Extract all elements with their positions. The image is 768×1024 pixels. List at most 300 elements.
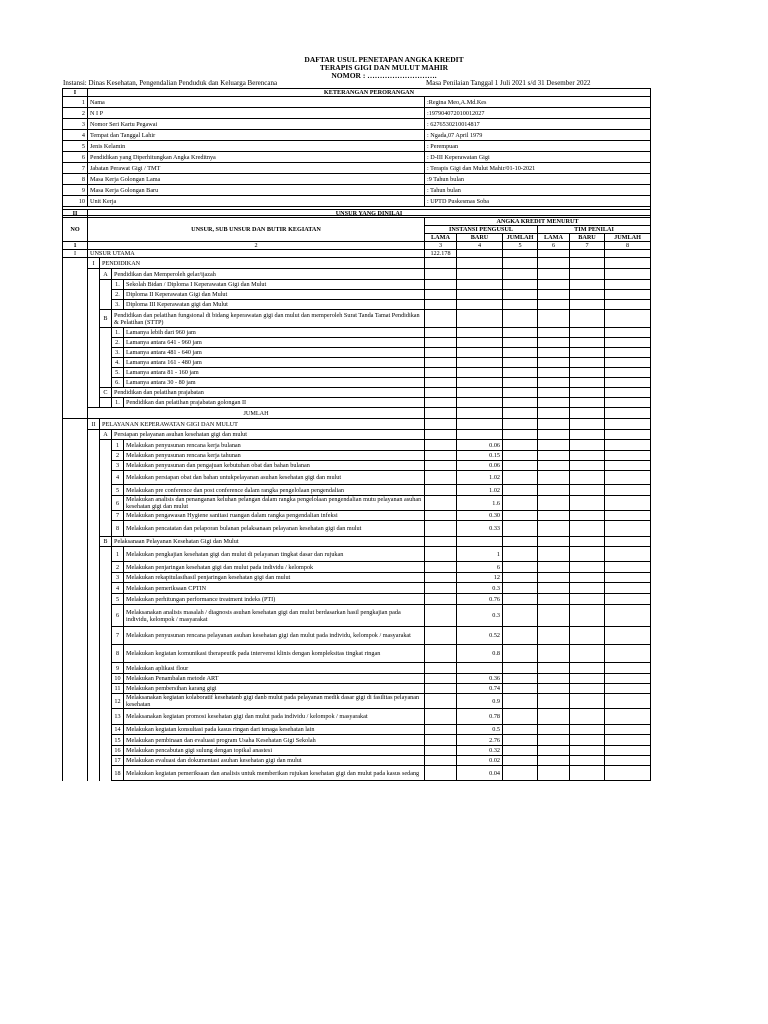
- empty-cell: [503, 562, 538, 573]
- column-number: 3: [425, 242, 457, 250]
- empty-cell: [88, 766, 100, 781]
- empty-cell: [457, 328, 503, 338]
- empty-cell: [100, 511, 112, 521]
- empty-cell: [425, 583, 457, 594]
- pelayanan-label: PELAYANAN KEPERAWATAN GIGI DAN MULUT: [100, 419, 425, 430]
- activity-value: 0.9: [457, 694, 503, 709]
- empty-cell: [425, 461, 457, 471]
- section-title: UNSUR YANG DINILAI: [88, 210, 651, 218]
- activity-value: 0.76: [457, 594, 503, 605]
- empty-cell: [100, 521, 112, 537]
- empty-cell: [503, 280, 538, 290]
- empty-cell: [570, 746, 605, 756]
- empty-cell: [605, 735, 651, 746]
- activity-row: [63, 440, 651, 451]
- empty-cell: [570, 511, 605, 521]
- empty-cell: [605, 645, 651, 663]
- column-number: 7: [570, 242, 605, 250]
- empty-cell: [538, 573, 570, 583]
- empty-cell: [63, 408, 88, 419]
- empty-cell: [570, 461, 605, 471]
- empty-cell: [538, 605, 570, 627]
- empty-cell: [100, 290, 112, 300]
- empty-cell: [570, 430, 605, 440]
- activity-text: Melakukan pemeriksaan CPTIN: [124, 583, 425, 594]
- empty-cell: [425, 547, 457, 562]
- empty-cell: [457, 368, 503, 378]
- empty-cell: [570, 398, 605, 408]
- empty-cell: [538, 471, 570, 485]
- empty-cell: [570, 328, 605, 338]
- empty-cell: [538, 756, 570, 766]
- empty-cell: [88, 562, 100, 573]
- item-number: 6.: [112, 378, 124, 388]
- empty-cell: [88, 627, 100, 645]
- activity-number: 11: [112, 684, 124, 694]
- activity-value: 0.5: [457, 725, 503, 735]
- info-value: :197904072010012027: [425, 108, 651, 119]
- item-row: [63, 280, 651, 290]
- empty-cell: [425, 725, 457, 735]
- empty-cell: [503, 594, 538, 605]
- sub-label: Pendidikan dan pelatihan prajabatan: [112, 388, 425, 398]
- info-label: N I P: [88, 108, 425, 119]
- empty-cell: [538, 594, 570, 605]
- empty-cell: [570, 250, 605, 258]
- empty-cell: [538, 451, 570, 461]
- empty-cell: [503, 663, 538, 674]
- empty-cell: [570, 583, 605, 594]
- activity-text: Melakukan pre conference dan post conference dalam rangka pengelolaan pengendalian: [124, 485, 425, 496]
- item-number: 4.: [112, 358, 124, 368]
- activity-number: 3: [112, 461, 124, 471]
- info-number: 9: [63, 185, 88, 196]
- empty-cell: [570, 440, 605, 451]
- empty-cell: [100, 461, 112, 471]
- empty-cell: [570, 258, 605, 269]
- empty-cell: [457, 358, 503, 368]
- activity-text: Melakukan kegiatan pemeriksaan dan analisis untuk memberikan rujukan kesehatan gigi dan mulut pada kasus sedang: [124, 766, 425, 781]
- activity-text: Melakukan penyusunan rencana pelayanan asuhan kesehatan gigi dan mulut pada individu, kelompok / masyarakat: [124, 627, 425, 645]
- column-number: 6: [538, 242, 570, 250]
- empty-cell: [457, 430, 503, 440]
- empty-cell: [88, 511, 100, 521]
- empty-cell: [605, 471, 651, 485]
- section-header-row: [63, 210, 651, 218]
- activity-value: 1: [457, 547, 503, 562]
- info-row: [63, 152, 651, 163]
- empty-cell: [538, 310, 570, 328]
- empty-cell: [100, 440, 112, 451]
- empty-cell: [605, 766, 651, 781]
- empty-cell: [457, 419, 503, 430]
- activity-row: [63, 511, 651, 521]
- column-header-baru: BARU: [457, 234, 503, 242]
- empty-cell: [88, 378, 100, 388]
- empty-cell: [88, 583, 100, 594]
- empty-cell: [570, 310, 605, 328]
- activity-row: [63, 471, 651, 485]
- activity-number: 6: [112, 605, 124, 627]
- empty-cell: [605, 440, 651, 451]
- info-row: [63, 185, 651, 196]
- empty-cell: [503, 583, 538, 594]
- item-number: 3.: [112, 300, 124, 310]
- item-number: 5.: [112, 368, 124, 378]
- empty-cell: [538, 684, 570, 694]
- empty-cell: [538, 358, 570, 368]
- empty-cell: [425, 694, 457, 709]
- empty-cell: [100, 684, 112, 694]
- activity-value: 0.30: [457, 511, 503, 521]
- info-value: : Terapis Gigi dan Mulut Mahir/01-10-2021: [425, 163, 651, 174]
- activity-row: [63, 451, 651, 461]
- empty-cell: [63, 290, 88, 300]
- sub-unsur-row: [63, 310, 651, 328]
- empty-cell: [457, 408, 503, 419]
- empty-cell: [570, 471, 605, 485]
- empty-cell: [570, 594, 605, 605]
- sub-unsur-row: [63, 537, 651, 547]
- item-text: Lamanya antara 641 - 960 jam: [124, 338, 425, 348]
- activity-number: 5: [112, 594, 124, 605]
- empty-cell: [425, 605, 457, 627]
- empty-cell: [503, 511, 538, 521]
- empty-cell: [425, 398, 457, 408]
- empty-cell: [88, 594, 100, 605]
- empty-cell: [88, 440, 100, 451]
- activity-value: 0.74: [457, 684, 503, 694]
- activity-row: [63, 485, 651, 496]
- empty-cell: [63, 451, 88, 461]
- empty-cell: [570, 694, 605, 709]
- activity-text: Melakukan evaluasi dan dokumentasi asuhan kesehatan gigi dan mulut: [124, 756, 425, 766]
- empty-cell: [425, 594, 457, 605]
- info-row: [63, 130, 651, 141]
- sub-label: Persiapan pelayanan asuhan kesehatan gigi dan mulut: [112, 430, 425, 440]
- empty-cell: [570, 300, 605, 310]
- activity-text: Melakukan pengkajian kesehatan gigi dan mulut di pelayanan tingkat dasar dan rujukan: [124, 547, 425, 562]
- activity-row: [63, 674, 651, 684]
- empty-cell: [88, 663, 100, 674]
- empty-cell: [63, 388, 88, 398]
- empty-cell: [605, 269, 651, 280]
- masa-penilaian-label: Masa Penilaian Tanggal 1 Juli 2021 s/d 31 Desember 2022: [426, 79, 591, 87]
- empty-cell: [88, 694, 100, 709]
- column-number: 1: [63, 242, 88, 250]
- empty-cell: [503, 756, 538, 766]
- info-number: 4: [63, 130, 88, 141]
- empty-cell: [425, 368, 457, 378]
- empty-cell: [63, 496, 88, 511]
- column-header-lama: LAMA: [538, 234, 570, 242]
- empty-cell: [503, 547, 538, 562]
- activity-text: Melakukan persiapan obat dan bahan untukpelayanan asuhan kesehatan gigi dan mulut: [124, 471, 425, 485]
- empty-cell: [605, 310, 651, 328]
- item-row: [63, 398, 651, 408]
- empty-cell: [538, 338, 570, 348]
- empty-cell: [538, 378, 570, 388]
- activity-text: Melaksanakan analisis masalah / diagnosis asuhan kesehatan gigi dan mulut berdasarkan hasil pengkajian pada individu, kelompok / masyarakat: [124, 605, 425, 627]
- empty-cell: [570, 725, 605, 735]
- empty-cell: [425, 573, 457, 583]
- empty-cell: [605, 348, 651, 358]
- activity-value: 0.3: [457, 605, 503, 627]
- empty-cell: [538, 627, 570, 645]
- activity-value: 1.02: [457, 485, 503, 496]
- empty-cell: [63, 358, 88, 368]
- empty-cell: [425, 290, 457, 300]
- empty-cell: [88, 269, 100, 280]
- info-number: 7: [63, 163, 88, 174]
- empty-cell: [605, 537, 651, 547]
- empty-cell: [457, 258, 503, 269]
- empty-cell: [425, 388, 457, 398]
- empty-cell: [570, 645, 605, 663]
- column-number: 4: [457, 242, 503, 250]
- empty-cell: [605, 594, 651, 605]
- empty-cell: [570, 368, 605, 378]
- empty-cell: [538, 485, 570, 496]
- activity-text: Melakukan penyusunan dan pengajuan kebutuhan obat dan bahan bulanan: [124, 461, 425, 471]
- activity-number: 5: [112, 485, 124, 496]
- empty-cell: [63, 645, 88, 663]
- activity-text: Melakukan perhitungan performance treatment indeks (PTI): [124, 594, 425, 605]
- activity-row: [63, 496, 651, 511]
- empty-cell: [100, 547, 112, 562]
- document-number: NOMOR : ……………………….: [331, 71, 437, 80]
- column-header-row: [63, 218, 651, 226]
- pendidikan-row: [63, 258, 651, 269]
- empty-cell: [63, 310, 88, 328]
- info-number: 3: [63, 119, 88, 130]
- empty-cell: [63, 694, 88, 709]
- info-label: Jenis Kelamin: [88, 141, 425, 152]
- empty-cell: [503, 338, 538, 348]
- empty-cell: [538, 547, 570, 562]
- activity-row: [63, 746, 651, 756]
- empty-cell: [100, 358, 112, 368]
- empty-cell: [538, 419, 570, 430]
- empty-cell: [605, 290, 651, 300]
- empty-cell: [88, 368, 100, 378]
- item-number: 3.: [112, 348, 124, 358]
- jumlah-label: JUMLAH: [88, 408, 425, 419]
- activity-row: [63, 766, 651, 781]
- activity-value: 0.02: [457, 756, 503, 766]
- empty-cell: [457, 348, 503, 358]
- empty-cell: [63, 594, 88, 605]
- activity-text: Melakukan Penambalan metode ART: [124, 674, 425, 684]
- empty-cell: [425, 358, 457, 368]
- empty-cell: [503, 485, 538, 496]
- sub-letter: A: [100, 269, 112, 280]
- empty-cell: [88, 328, 100, 338]
- empty-cell: [503, 440, 538, 451]
- empty-cell: [88, 430, 100, 440]
- empty-cell: [538, 269, 570, 280]
- empty-cell: [605, 709, 651, 725]
- unsur-roman: I: [63, 250, 88, 258]
- column-header-baru: BARU: [570, 234, 605, 242]
- empty-cell: [538, 348, 570, 358]
- empty-cell: [425, 511, 457, 521]
- item-number: 1.: [112, 398, 124, 408]
- empty-cell: [88, 605, 100, 627]
- info-row: [63, 108, 651, 119]
- info-number: 5: [63, 141, 88, 152]
- item-row: [63, 300, 651, 310]
- empty-cell: [570, 627, 605, 645]
- info-number: 1: [63, 97, 88, 108]
- info-row: [63, 97, 651, 108]
- empty-cell: [425, 663, 457, 674]
- empty-cell: [605, 562, 651, 573]
- activity-row: [63, 583, 651, 594]
- empty-cell: [503, 368, 538, 378]
- activity-number: 4: [112, 583, 124, 594]
- empty-cell: [88, 496, 100, 511]
- empty-cell: [100, 746, 112, 756]
- empty-cell: [457, 300, 503, 310]
- empty-cell: [100, 594, 112, 605]
- empty-cell: [457, 290, 503, 300]
- empty-cell: [570, 419, 605, 430]
- empty-cell: [538, 511, 570, 521]
- activity-number: 14: [112, 725, 124, 735]
- empty-cell: [425, 348, 457, 358]
- empty-cell: [100, 562, 112, 573]
- empty-cell: [457, 338, 503, 348]
- empty-cell: [570, 605, 605, 627]
- empty-cell: [503, 684, 538, 694]
- empty-cell: [503, 388, 538, 398]
- activity-text: Melakukan penyusunan rencana kerja tahunan: [124, 451, 425, 461]
- empty-cell: [100, 451, 112, 461]
- empty-cell: [503, 348, 538, 358]
- empty-cell: [425, 338, 457, 348]
- info-label: Unit Kerja: [88, 196, 425, 207]
- empty-cell: [605, 338, 651, 348]
- empty-cell: [538, 746, 570, 756]
- empty-cell: [425, 627, 457, 645]
- info-value: : Ngada,07 April 1979: [425, 130, 651, 141]
- empty-cell: [63, 440, 88, 451]
- empty-cell: [63, 674, 88, 684]
- empty-cell: [63, 368, 88, 378]
- empty-cell: [425, 735, 457, 746]
- activity-number: 1: [112, 547, 124, 562]
- empty-cell: [425, 300, 457, 310]
- sub-letter: A: [100, 430, 112, 440]
- empty-cell: [100, 725, 112, 735]
- empty-cell: [425, 766, 457, 781]
- column-header-instansi: INSTANSI PENGUSUL: [425, 226, 538, 234]
- empty-cell: [63, 756, 88, 766]
- empty-cell: [605, 451, 651, 461]
- empty-cell: [425, 756, 457, 766]
- empty-cell: [570, 348, 605, 358]
- empty-cell: [100, 735, 112, 746]
- info-value: : D-III Keperawatan Gigi: [425, 152, 651, 163]
- sub-unsur-row: [63, 430, 651, 440]
- empty-cell: [570, 674, 605, 684]
- activity-value: 0.06: [457, 440, 503, 451]
- empty-cell: [88, 280, 100, 290]
- empty-cell: [425, 328, 457, 338]
- empty-cell: [503, 250, 538, 258]
- empty-cell: [88, 471, 100, 485]
- empty-cell: [605, 258, 651, 269]
- activity-text: Melakukan penyusunan rencana kerja bulanan: [124, 440, 425, 451]
- empty-cell: [88, 735, 100, 746]
- empty-cell: [605, 756, 651, 766]
- empty-cell: [100, 583, 112, 594]
- empty-cell: [425, 408, 457, 419]
- empty-cell: [63, 300, 88, 310]
- empty-cell: [570, 496, 605, 511]
- section-title: KETERANGAN PERORANGAN: [88, 89, 651, 97]
- empty-cell: [425, 485, 457, 496]
- empty-cell: [457, 388, 503, 398]
- empty-cell: [63, 511, 88, 521]
- empty-cell: [503, 496, 538, 511]
- unsur-label: UNSUR UTAMA: [88, 250, 425, 258]
- empty-cell: [538, 725, 570, 735]
- column-number: 8: [605, 242, 651, 250]
- empty-cell: [538, 663, 570, 674]
- empty-cell: [63, 338, 88, 348]
- empty-cell: [100, 605, 112, 627]
- empty-cell: [538, 694, 570, 709]
- activity-row: [63, 594, 651, 605]
- activity-row: [63, 573, 651, 583]
- column-header-no: NO: [63, 218, 88, 242]
- empty-cell: [570, 388, 605, 398]
- empty-cell: [503, 471, 538, 485]
- info-row: [63, 163, 651, 174]
- empty-cell: [570, 735, 605, 746]
- info-number: 2: [63, 108, 88, 119]
- empty-cell: [538, 258, 570, 269]
- empty-cell: [538, 388, 570, 398]
- empty-cell: [100, 496, 112, 511]
- pendidikan-roman: I: [88, 258, 100, 269]
- empty-cell: [503, 258, 538, 269]
- empty-cell: [63, 766, 88, 781]
- document-subtitle: TERAPIS GIGI DAN MULUT MAHIR: [319, 63, 449, 72]
- empty-cell: [88, 358, 100, 368]
- empty-cell: [63, 258, 88, 269]
- empty-cell: [100, 627, 112, 645]
- empty-cell: [570, 280, 605, 290]
- activity-value: 0.78: [457, 709, 503, 725]
- empty-cell: [538, 735, 570, 746]
- activity-number: 15: [112, 735, 124, 746]
- column-number-row: [63, 242, 651, 250]
- info-value: : UPTD Puskesmas Soba: [425, 196, 651, 207]
- empty-cell: [538, 674, 570, 684]
- empty-cell: [538, 328, 570, 338]
- info-row: [63, 196, 651, 207]
- empty-cell: [100, 378, 112, 388]
- empty-cell: [425, 280, 457, 290]
- empty-cell: [88, 756, 100, 766]
- activity-row: [63, 521, 651, 537]
- info-value: :9 Tahun bulan: [425, 174, 651, 185]
- empty-cell: [570, 358, 605, 368]
- empty-cell: [605, 674, 651, 684]
